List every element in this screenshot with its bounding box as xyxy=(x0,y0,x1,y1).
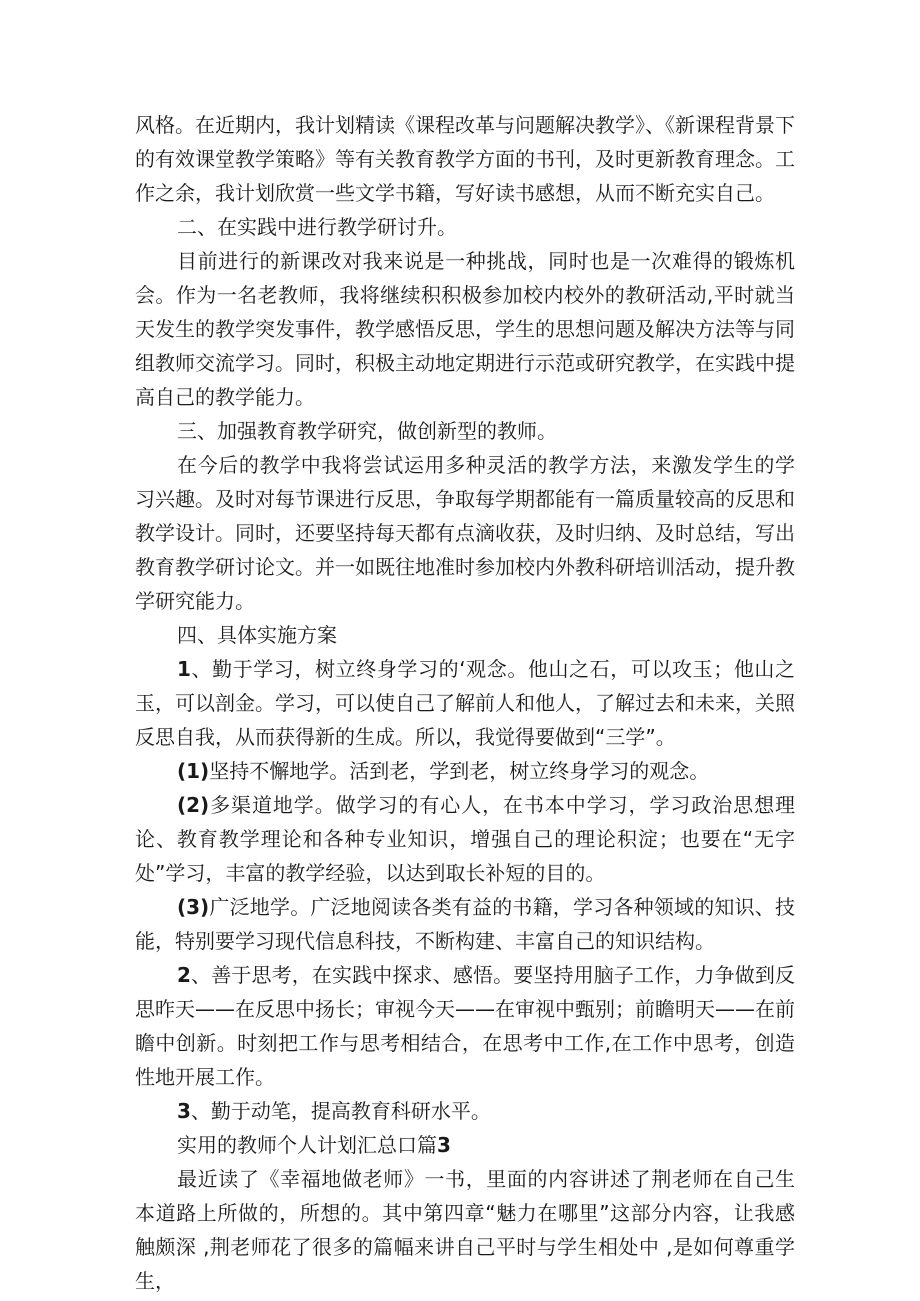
paragraph-research: 在今后的教学中我将尝试运用多种灵活的教学方法，来激发学生的学习兴趣。及时对每节课进行反思，争取每学期都能有一篇质量较高的反思和教学设计。同时，还要坚持每天都有点滴收获，及时归纳、及时总结，写出教育教学研讨论文。并一如既往地准时参加校内外教科研培训活动，提升教学研究能力。 xyxy=(135,453,795,613)
paragraph-book-review: 最近读了《幸福地做老师》一书，里面的内容讲述了荆老师在自己生本道路上所做的，所想的。其中第四章“魅力在哪里”这部分内容，让我感触颇深 ,荆老师花了很多的篇幅来讲自己平时与学生相处中 ,是如何尊重学生， xyxy=(135,1167,795,1293)
item-number: (1) xyxy=(177,759,210,783)
paragraph-subitem-3 xyxy=(135,890,795,958)
item-number: (2) xyxy=(177,793,210,817)
paragraph-item-1 xyxy=(135,652,795,754)
paragraph-item-3 xyxy=(135,1094,795,1128)
section-heading-implementation: 四、具体实施方案 xyxy=(177,623,337,647)
article-title-text: 实用的教师个人计划汇总口篇 xyxy=(177,1133,437,1157)
paragraph-subitem-1 xyxy=(135,754,795,788)
item-text: 坚持不懈地学。活到老，学到老，树立终身学习的观念。 xyxy=(209,759,710,783)
item-text: 、勤于动笔，提高教育科研水平。 xyxy=(190,1099,491,1123)
paragraph-reading-plan: 风格。在近期内，我计划精读《课程改革与问题解决教学》、《新课程背景下的有效课堂教学策略》等有关教育教学方面的书刊，及时更新教育理念。工作之余，我计划欣赏一些文学书籍，写好读书感想，从而不断充实自己。 xyxy=(135,113,795,205)
item-number: 2 xyxy=(177,963,191,987)
item-number: 1 xyxy=(177,657,191,681)
item-text: 、勤于学习，树立终身学习的‘观念。他山之石，可以攻玉；他山之玉，可以剖金。学习，可以使自己了解前人和他人，了解过去和未来，关照反思自我，从而获得新的生成。所以，我觉得要做到“三学”。 xyxy=(135,657,795,749)
item-text: 广泛地学。广泛地阅读各类有益的书籍，学习各种领域的知识、技能，特别要学习现代信息科技，不断构建、丰富自己的知识结构。 xyxy=(135,895,795,953)
item-text: 多渠道地学。做学习的有心人，在书本中学习，学习政治思想理论、教育教学理论和各种专业知识，增强自己的理论积淀；也要在“无字处”学习，丰富的教学经验，以达到取长补短的目的。 xyxy=(135,793,795,885)
section-heading-research: 三、加强教育教学研究，做创新型的教师。 xyxy=(177,419,557,443)
document-body xyxy=(135,108,795,1298)
article-title-number: 3 xyxy=(437,1133,451,1157)
item-number: (3) xyxy=(177,895,210,919)
item-text: 、善于思考，在实践中探求、感悟。要坚持用脑子工作，力争做到反思昨天——在反思中扬长；审视今天——在审视中甄别；前瞻明天——在前瞻中创新。时刻把工作与思考相结合，在思考中工作,在工作中思考，创造性地开展工作。 xyxy=(135,963,795,1089)
section-heading-practice: 二、在实践中进行教学研讨升。 xyxy=(177,215,457,239)
paragraph-practice: 目前进行的新课改对我来说是一种挑战，同时也是一次难得的锻炼机会。作为一名老教师，我将继续积积极参加校内校外的教研活动,平时就当天发生的教学突发事件，教学感悟反思，学生的思想问题及解决方法等与同组教师交流学习。同时，积极主动地定期进行示范或研究教学，在实践中提高自己的教学能力。 xyxy=(135,249,795,409)
item-number: 3 xyxy=(177,1099,191,1123)
paragraph-item-2 xyxy=(135,958,795,1094)
article-title xyxy=(135,1128,795,1162)
paragraph-subitem-2 xyxy=(135,788,795,890)
